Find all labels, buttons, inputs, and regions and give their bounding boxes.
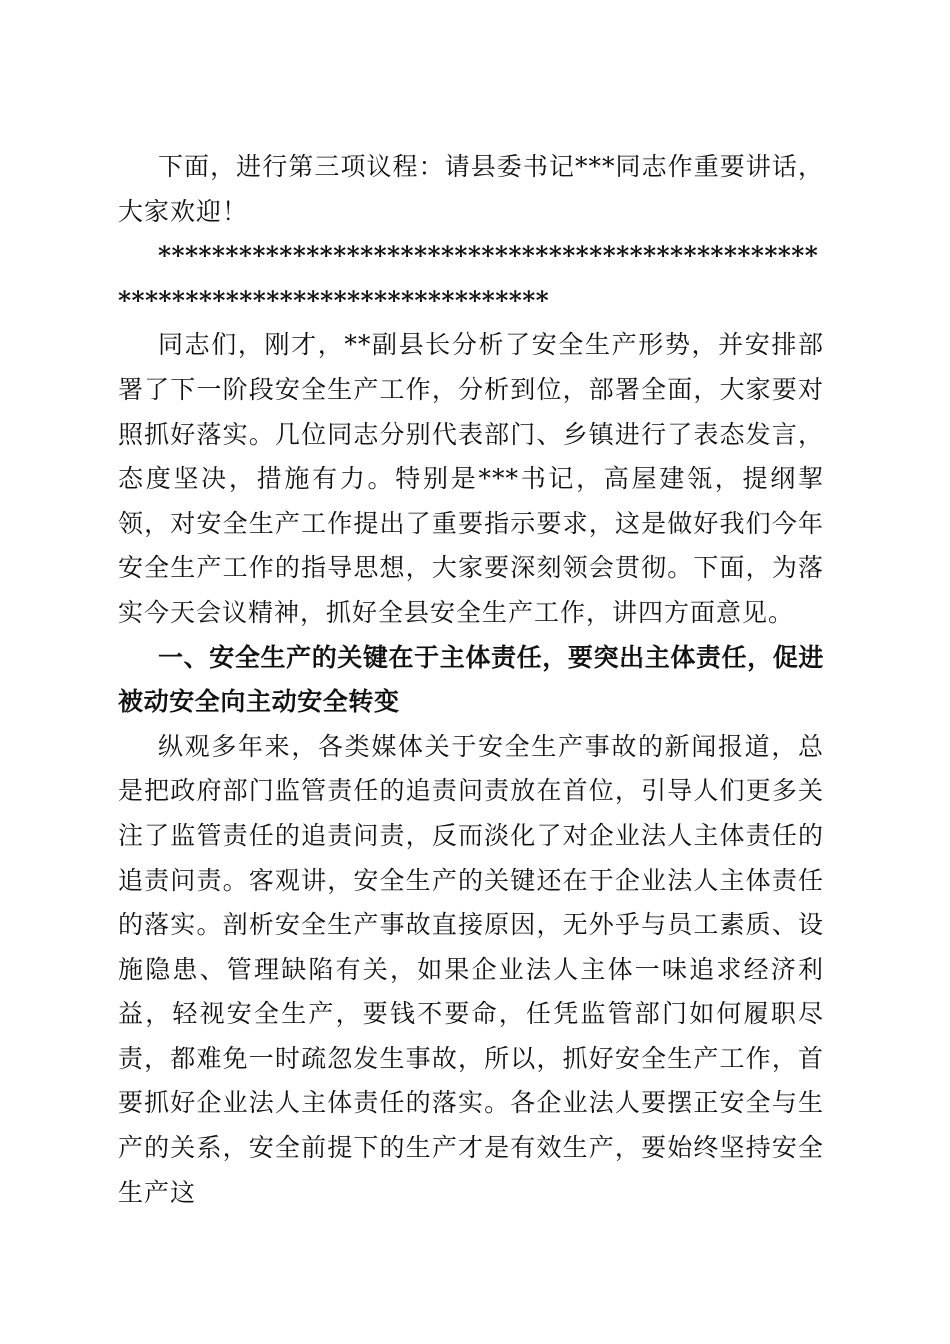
separator-asterisks: ********************************************************************************* bbox=[118, 241, 819, 315]
section-heading-1: 一、安全生产的关键在于主体责任，要突出主体责任，促进被动安全向主动安全转变 bbox=[118, 642, 824, 717]
document-body bbox=[118, 145, 824, 1215]
section-body-1: 纵观多年来，各类媒体关于安全生产事故的新闻报道，总是把政府部门监管责任的追责问责放在首位，引导人们更多关注了监管责任的追责问责，反而淡化了对企业法人主体责任的追责问责。客观讲，安全生产的关键还在于企业法人主体责任的落实。剖析安全生产事故直接原因，无外乎与员工素质、设施隐患、管理缺陷有关，如果企业法人主体一味追求经济利益，轻视安全生产，要钱不要命，任凭监管部门如何履职尽责，都难免一时疏忽发生事故，所以，抓好安全生产工作，首要抓好企业法人主体责任的落实。各企业法人要摆正安全与生产的关系，安全前提下的生产才是有效生产，要始终坚持安全生产这 bbox=[118, 731, 824, 1207]
intro-paragraph: 下面，进行第三项议程：请县委书记***同志作重要讲话，大家欢迎！ bbox=[118, 152, 824, 226]
opening-paragraph: 同志们，刚才，**副县长分析了安全生产形势，并安排部署了下一阶段安全生产工作，分析到位，部署全面，大家要对照抓好落实。几位同志分别代表部门、乡镇进行了表态发言，态度坚决，措施有力。特别是***书记，高屋建瓴，提纲挈领，对安全生产工作提出了重要指示要求，这是做好我们今年安全生产工作的指导思想，大家要深刻领会贯彻。下面，为落实今天会议精神，抓好全县安全生产工作，讲四方面意见。 bbox=[118, 330, 824, 627]
